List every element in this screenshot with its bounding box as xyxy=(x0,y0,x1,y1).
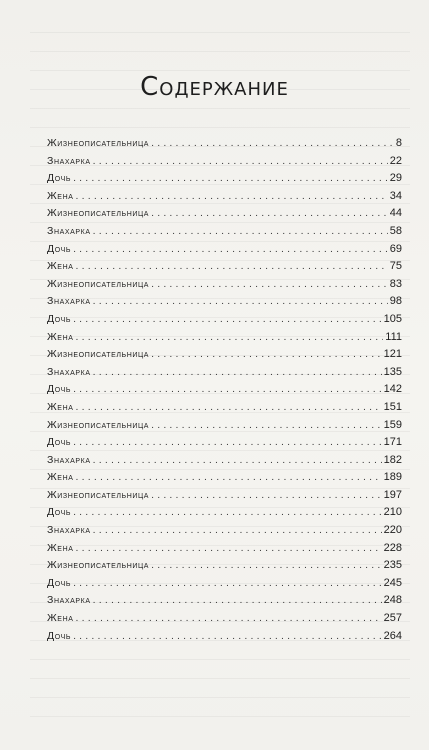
toc-entry xyxy=(47,225,402,243)
toc-entry-page: 75 xyxy=(389,260,402,273)
toc-leader-dots xyxy=(151,207,388,219)
toc-entry-page: 171 xyxy=(383,436,402,449)
toc-entry-label: Жена xyxy=(47,260,74,273)
toc-entry xyxy=(47,612,402,630)
toc-entry xyxy=(47,207,402,225)
toc-leader-dots xyxy=(76,260,388,272)
toc-entry-label: Дочь xyxy=(47,436,72,449)
toc-entry-label: Знахарка xyxy=(47,594,91,607)
toc-entry-label: Жена xyxy=(47,330,74,343)
toc-entry xyxy=(47,436,402,454)
toc-leader-dots xyxy=(73,383,382,395)
toc-leader-dots xyxy=(76,471,382,483)
toc-entry-label: Знахарка xyxy=(47,154,91,167)
toc-entry-label: Дочь xyxy=(47,576,72,589)
toc-entry-label: Дочь xyxy=(47,172,72,185)
toc-entry-label: Знахарка xyxy=(47,453,91,466)
toc-leader-dots xyxy=(151,278,388,290)
toc-entry-page: 98 xyxy=(389,295,402,308)
toc-entry xyxy=(47,401,402,419)
toc-entry-page: 197 xyxy=(383,488,402,501)
toc-entry-label: Жена xyxy=(47,189,74,202)
toc-leader-dots xyxy=(76,190,388,202)
toc-entry-label: Жизнеописательница xyxy=(47,418,150,431)
toc-leader-dots xyxy=(76,331,384,343)
toc-leader-dots xyxy=(151,419,382,431)
toc-leader-dots xyxy=(151,137,394,149)
toc-entry xyxy=(47,489,402,507)
toc-entry xyxy=(47,243,402,261)
toc-entry xyxy=(47,260,402,278)
toc-entry xyxy=(47,542,402,560)
toc-leader-dots xyxy=(151,559,382,571)
toc-entry-label: Дочь xyxy=(47,629,72,642)
toc-entry-page: 44 xyxy=(389,207,402,220)
toc-entry-page: 159 xyxy=(383,418,402,431)
toc-leader-dots xyxy=(151,489,382,501)
toc-entry-label: Жизнеописательница xyxy=(47,207,150,220)
toc-leader-dots xyxy=(93,295,388,307)
toc-entry xyxy=(47,278,402,296)
toc-entry-page: 29 xyxy=(389,172,402,185)
toc-entry-page: 83 xyxy=(389,277,402,290)
toc-entry xyxy=(47,155,402,173)
toc-entry xyxy=(47,506,402,524)
toc-entry xyxy=(47,577,402,595)
toc-leader-dots xyxy=(73,172,388,184)
toc-entry-label: Знахарка xyxy=(47,365,91,378)
toc-entry-page: 189 xyxy=(383,471,402,484)
toc-entry-label: Дочь xyxy=(47,242,72,255)
toc-entry-page: 220 xyxy=(383,524,402,537)
toc-entry-label: Жизнеописательница xyxy=(47,559,150,572)
toc-entry-page: 105 xyxy=(383,312,402,325)
toc-leader-dots xyxy=(93,225,388,237)
toc-entry-page: 34 xyxy=(389,189,402,202)
toc-entry-label: Знахарка xyxy=(47,224,91,237)
toc-entry-label: Дочь xyxy=(47,312,72,325)
toc-leader-dots xyxy=(93,155,388,167)
toc-leader-dots xyxy=(73,243,388,255)
toc-entry-label: Дочь xyxy=(47,383,72,396)
toc-entry xyxy=(47,366,402,384)
toc-leader-dots xyxy=(93,524,382,536)
toc-entry xyxy=(47,190,402,208)
toc-leader-dots xyxy=(93,454,382,466)
toc-entry-page: 210 xyxy=(383,506,402,519)
toc-entry-page: 151 xyxy=(383,400,402,413)
toc-leader-dots xyxy=(73,313,382,325)
toc-entry xyxy=(47,630,402,648)
toc-entry xyxy=(47,295,402,313)
toc-entry-page: 228 xyxy=(383,541,402,554)
toc-entry-page: 245 xyxy=(383,576,402,589)
toc-entry xyxy=(47,331,402,349)
toc-entry xyxy=(47,172,402,190)
toc-entry-label: Жизнеописательница xyxy=(47,348,150,361)
toc-entry-page: 235 xyxy=(383,559,402,572)
toc-entry-label: Жизнеописательница xyxy=(47,277,150,290)
toc-entry-label: Жена xyxy=(47,471,74,484)
toc-entry-page: 257 xyxy=(383,612,402,625)
toc-entry-page: 264 xyxy=(383,629,402,642)
toc-leader-dots xyxy=(73,436,382,448)
toc-leader-dots xyxy=(73,577,382,589)
toc-leader-dots xyxy=(76,542,382,554)
toc-entry-page: 182 xyxy=(383,453,402,466)
toc-entry-label: Жена xyxy=(47,612,74,625)
toc-entry-page: 142 xyxy=(383,383,402,396)
toc-leader-dots xyxy=(73,630,382,642)
toc-leader-dots xyxy=(151,348,382,360)
toc-leader-dots xyxy=(93,366,382,378)
toc-entry-label: Жена xyxy=(47,541,74,554)
toc-entry-label: Дочь xyxy=(47,506,72,519)
toc-entry xyxy=(47,594,402,612)
toc-entry-page: 22 xyxy=(389,154,402,167)
toc-entry xyxy=(47,524,402,542)
toc-entry xyxy=(47,137,402,155)
toc-entry-page: 121 xyxy=(383,348,402,361)
page-title: Содержание xyxy=(140,72,289,102)
toc-entry xyxy=(47,471,402,489)
toc-entry-label: Знахарка xyxy=(47,295,91,308)
toc-entry xyxy=(47,313,402,331)
toc-entry xyxy=(47,454,402,472)
toc-entry-label: Знахарка xyxy=(47,524,91,537)
toc-entry-page: 135 xyxy=(383,365,402,378)
table-of-contents xyxy=(47,137,402,647)
toc-entry-page: 58 xyxy=(389,224,402,237)
toc-entry-page: 8 xyxy=(395,137,402,149)
toc-leader-dots xyxy=(76,401,382,413)
toc-entry-label: Жизнеописательница xyxy=(47,137,150,149)
toc-entry-label: Жизнеописательница xyxy=(47,488,150,501)
toc-leader-dots xyxy=(76,612,382,624)
toc-entry-label: Жена xyxy=(47,400,74,413)
toc-entry-page: 248 xyxy=(383,594,402,607)
toc-leader-dots xyxy=(73,506,382,518)
toc-entry-page: 111 xyxy=(385,330,402,343)
toc-entry xyxy=(47,559,402,577)
toc-entry xyxy=(47,348,402,366)
toc-leader-dots xyxy=(93,594,382,606)
toc-entry xyxy=(47,419,402,437)
toc-entry-page: 69 xyxy=(389,242,402,255)
toc-entry xyxy=(47,383,402,401)
